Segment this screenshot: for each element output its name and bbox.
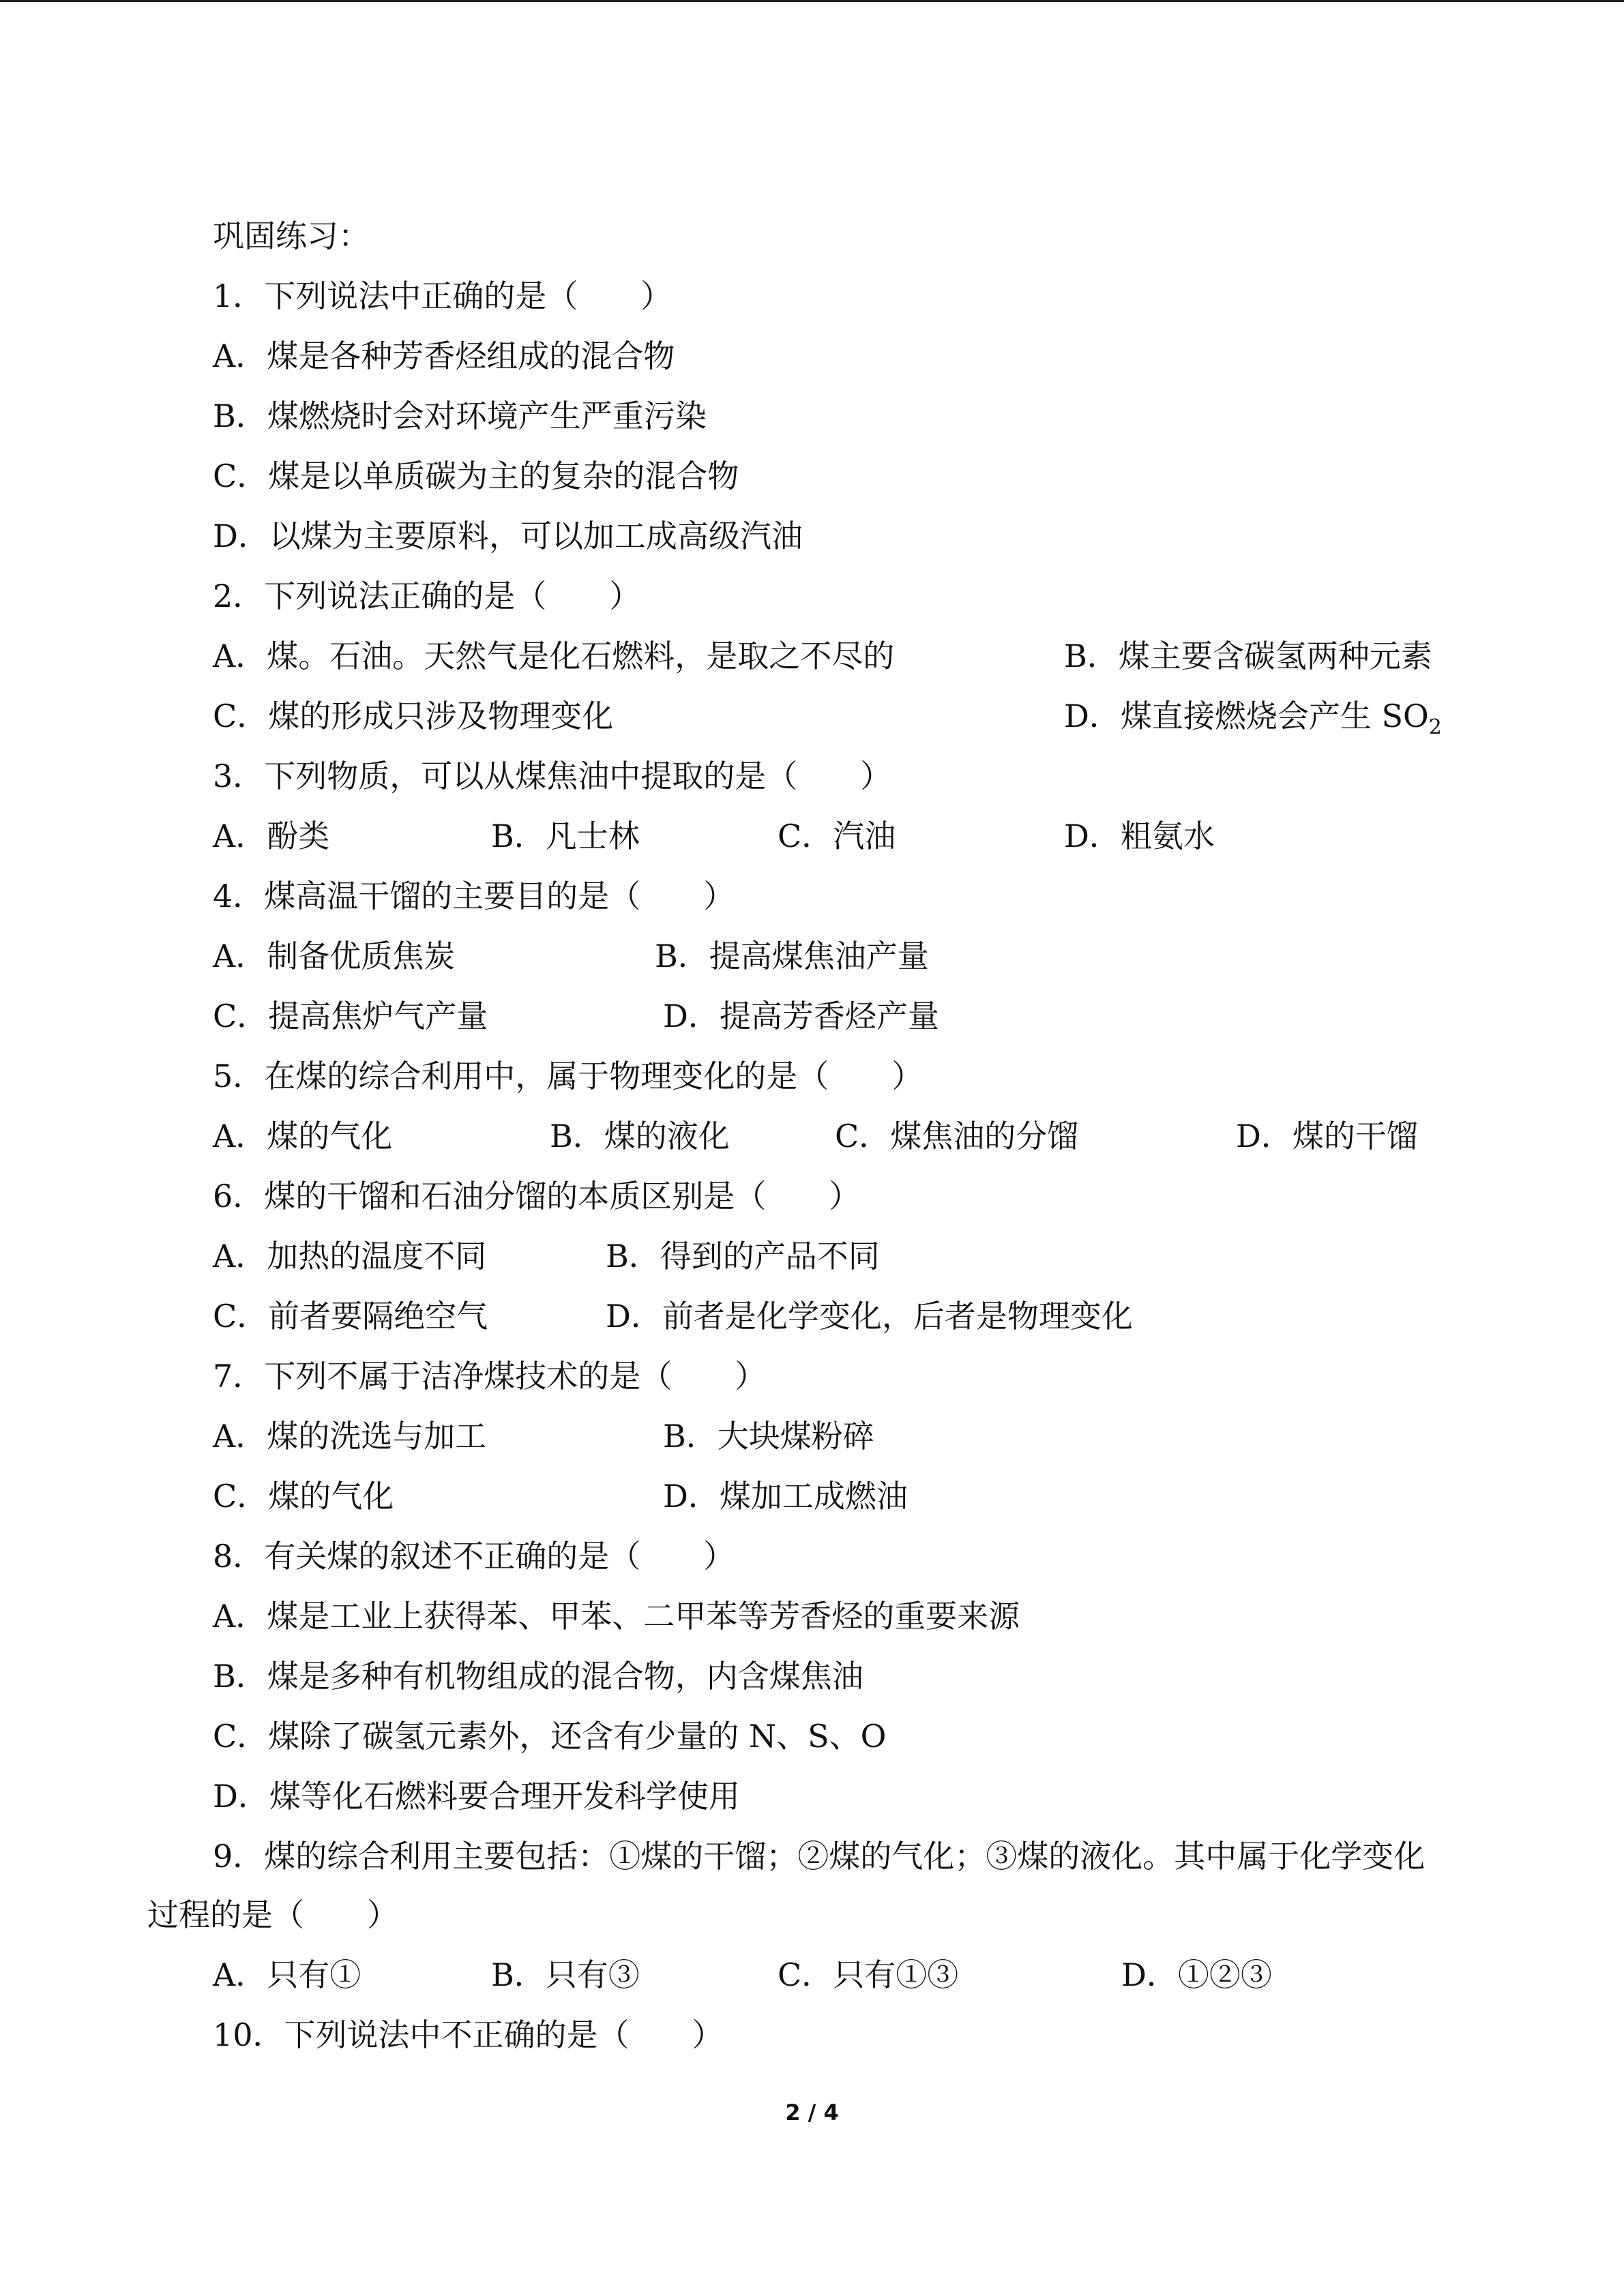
question-5-option-c: C．煤焦油的分馏 <box>835 1118 1079 1154</box>
question-9-option-d: D．①②③ <box>1121 1956 1272 1993</box>
question-4-option-d: D．提高芳香烃产量 <box>663 998 939 1034</box>
question-2-option-d-text: D．煤直接燃烧会产生 SO <box>1064 698 1429 734</box>
question-7-option-d: D．煤加工成燃油 <box>663 1478 908 1515</box>
question-9-stem-line-2: 过程的是（ ） <box>147 1896 398 1933</box>
question-9-stem-line-1: 9．煤的综合利用主要包括：①煤的干馏；②煤的气化；③煤的液化。其中属于化学变化 <box>213 1838 1426 1875</box>
question-4-option-b: B．提高煤焦油产量 <box>655 938 929 974</box>
question-2-option-d <box>1064 696 1442 739</box>
question-4-option-c: C．提高焦炉气产量 <box>213 998 488 1034</box>
question-9-option-b: B．只有③ <box>491 1956 640 1993</box>
question-7-stem: 7．下列不属于洁净煤技术的是（ ） <box>213 1358 767 1395</box>
question-1-stem: 1．下列说法中正确的是（ ） <box>213 278 673 314</box>
page-number: 2 / 4 <box>785 2100 839 2126</box>
question-1-option-d: D．以煤为主要原料，可以加工成高级汽油 <box>213 518 803 554</box>
question-6-option-b: B．得到的产品不同 <box>606 1238 880 1274</box>
question-5-stem: 5．在煤的综合利用中，属于物理变化的是（ ） <box>213 1058 924 1094</box>
question-2-option-c: C．煤的形成只涉及物理变化 <box>213 698 614 734</box>
question-3-option-b: B．凡士林 <box>491 818 640 854</box>
question-1-option-a: A．煤是各种芳香烃组成的混合物 <box>213 338 675 374</box>
subscript: 2 <box>1428 715 1442 739</box>
question-2-option-b: B．煤主要含碳氢两种元素 <box>1064 638 1432 674</box>
question-3-option-d: D．粗氨水 <box>1064 818 1215 854</box>
question-6-option-d: D．前者是化学变化，后者是物理变化 <box>606 1298 1133 1335</box>
question-4-option-a: A．制备优质焦炭 <box>213 938 456 974</box>
question-8-option-b: B．煤是多种有机物组成的混合物，内含煤焦油 <box>213 1658 863 1695</box>
question-2-option-a: A．煤。石油。天然气是化石燃料，是取之不尽的 <box>213 638 895 674</box>
question-1-option-c: C．煤是以单质碳为主的复杂的混合物 <box>213 458 739 494</box>
question-3-option-a: A．酚类 <box>213 818 330 854</box>
question-3-stem: 3．下列物质，可以从煤焦油中提取的是（ ） <box>213 758 892 794</box>
question-8-stem: 8．有关煤的叙述不正确的是（ ） <box>213 1538 735 1575</box>
question-5-option-b: B．煤的液化 <box>550 1118 730 1154</box>
question-7-option-c: C．煤的气化 <box>213 1478 394 1515</box>
question-6-option-c: C．前者要隔绝空气 <box>213 1298 488 1335</box>
question-7-option-a: A．煤的洗选与加工 <box>213 1418 487 1455</box>
question-4-stem: 4．煤高温干馏的主要目的是（ ） <box>213 878 735 914</box>
question-9-option-a: A．只有① <box>213 1956 361 1993</box>
question-6-stem: 6．煤的干馏和石油分馏的本质区别是（ ） <box>213 1178 861 1214</box>
question-8-option-c: C．煤除了碳氢元素外，还含有少量的 N、S、O <box>213 1718 887 1755</box>
question-8-option-a: A．煤是工业上获得苯、甲苯、二甲苯等芳香烃的重要来源 <box>213 1598 1020 1635</box>
question-3-option-c: C．汽油 <box>778 818 896 854</box>
question-5-option-d: D．煤的干馏 <box>1236 1118 1418 1154</box>
question-7-option-b: B．大块煤粉碎 <box>663 1418 874 1455</box>
question-6-option-a: A．加热的温度不同 <box>213 1238 487 1274</box>
question-9-option-c: C．只有①③ <box>778 1956 959 1993</box>
question-1-option-b: B．煤燃烧时会对环境产生严重污染 <box>213 398 707 434</box>
question-8-option-d: D．煤等化石燃料要合理开发科学使用 <box>213 1778 740 1815</box>
question-5-option-a: A．煤的气化 <box>213 1118 393 1154</box>
question-2-stem: 2．下列说法正确的是（ ） <box>213 578 641 614</box>
question-10-stem: 10．下列说法中不正确的是（ ） <box>213 2016 724 2053</box>
section-heading: 巩固练习： <box>213 218 370 254</box>
